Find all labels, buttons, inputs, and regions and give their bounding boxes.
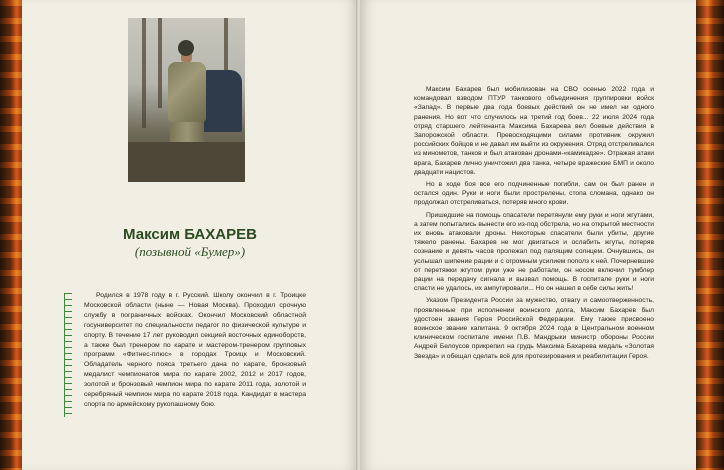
hero-name: Максим БАХАРЕВ <box>123 226 257 243</box>
story-paragraph: Указом Президента России за мужество, отвагу и самоотверженность, проявленные при исполнении воинского долга, Максим Бахарев был удостоен звания Героя Российской Федерации. Ему также присвоено воинское звание капитана. 9 октября 2024 года в Центральном военном клиническом госпитале имени П.В. Мандрыки министр обороны России Андрей Белоусов прикрепил на грудь Максима Бахарева медаль «Золотая Звезда» и обещал сделать всё для протезирования и реабилитации Героя. <box>414 297 654 360</box>
story-paragraph: Максим Бахарев был мобилизован на СВО осенью 2022 года и командовал взводом ПТУР танкового объединения группировки войск «Запад». В первые два года боевых действий он не имел ни одного ранения. Но вот что случилось на третий год боев... 22 июля 2024 года отряд старшего лейтенанта Максима Бахарева вел боевые действия в Запорожской области. Превосходящими силами противник окружил российских бойцов и не давал им выйти из окружения. Отряд отстреливался из минометов, танков и был атакован дронами-«камикадзе». Отражая атаки врага, Бахарев лично уничтожил два танка, четыре вражеские БМП и около двадцати нацистов. <box>414 86 654 176</box>
soldier-photo <box>128 18 245 182</box>
story-paragraph: Пришедшие на помощь спасатели перетянули ему руки и ноги жгутами, а затем попытались вынести его из-под обстрела, но на открытой местности их вновь атаковали дроны. Некоторые спасатели были убиты, другие тяжело ранены. Бахарев не мог двигаться и ослабить жгуты, потеряв сознание и девять часов пролежал под палящим солнцем. Очнувшись, он услышал шипение рации и с огромным усилием пополз к ней. Почерневшие от перетяжки жгутом руки уже не работали, он носом включил тумблер рации на передачу сигнала и вызвал помощь. В госпитале руки и ноги спасти не удалось, их ампутировали... Но он нашел в себе силы жить! <box>414 211 654 293</box>
burnt-edge-right <box>694 0 724 470</box>
ruler-bookmark <box>64 293 72 417</box>
biography-text: Родился в 1978 году в г. Русский. Школу окончил в г. Троицке Московской области (ныне — Новая Москва). Проходил срочную службу в пограничных войсках. Окончил Московский областной госуниверситет по специальности педагог по физической культуре и спорту. В течение 17 лет руководил секцией восточных единоборств, а также был тренером по карате и мастером-тренером групповых программ «Фитнес-плюс» в городах Троицк и Московский. Обладатель черного пояса третьего дана по карате, бронзовый медалист чемпионатов мира по карате 2002, 2012 и 2017 годов, золотой и бронзовый чемпион мира по карате 2011 года, золотой и серебряный чемпион мира по карате 2018 года. Кандидат в мастера спорта по армейскому рукопашному бою. <box>84 292 306 408</box>
hero-callsign: (позывной «Бумер») <box>134 244 246 259</box>
left-page <box>22 0 358 470</box>
story-paragraph: Но в ходе боя все его подчиненные погибли, сам он был ранен и остался один. Руки и ноги были прострелены, стопа сломана, однако он продолжал отстреливаться, потеряв много крови. <box>414 181 654 207</box>
right-page <box>360 0 696 470</box>
story-text <box>414 85 654 363</box>
